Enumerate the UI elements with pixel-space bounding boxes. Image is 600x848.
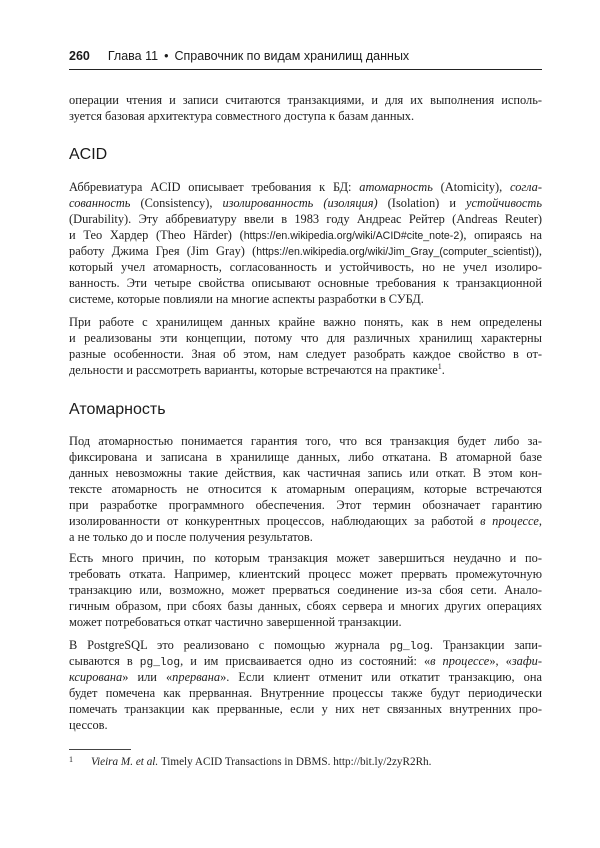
text-line: фиксирована и записана в хранилище данных, либо откатана. В атомарной базе: [69, 450, 542, 464]
section-heading-atomicity: Атомарность: [69, 401, 166, 418]
section-heading-acid: ACID: [69, 146, 108, 163]
text-line: будет помечена как прерванная. Внутренние процессы также будут периодически: [69, 686, 542, 700]
footnote-ref[interactable]: 1: [437, 361, 442, 371]
code-pg-log: pg_log: [139, 657, 181, 669]
text-line: цессов.: [69, 718, 108, 732]
text-line: ксирована» или «прервана». Если клиент отменит или откатит транзакцию, она: [69, 670, 542, 684]
acid-paragraph-1: [69, 179, 542, 307]
atomicity-paragraph-3: [69, 637, 542, 733]
text-line: Аббревиатура ACID описывает требования к БД: атомарность (Atomicity), согла-: [69, 180, 542, 194]
acid-paragraph-2: [69, 314, 542, 378]
text-line: При работе с хранилищем данных крайне важно понять, как в нем определены: [69, 315, 542, 329]
footnote-number: 1: [69, 755, 73, 764]
footnote: [69, 754, 542, 770]
atomicity-paragraph-1: [69, 433, 542, 545]
text-line: В PostgreSQL это реализовано с помощью журнала pg_log. Транзакции запи-: [69, 638, 542, 653]
wiki-jim-gray-link[interactable]: https://en.wikipedia.org/wiki/Jim_Gray_(computer_scientist): [256, 246, 535, 258]
code-pg-log: pg_log: [389, 641, 430, 653]
text-line: разные особенности. Зная об этом, нам следует разобрать каждое свойство в от-: [69, 347, 542, 361]
text-line: который учел атомарность, согласованность и устойчивость, но не учел изолиро-: [69, 260, 542, 274]
header-rule: [69, 69, 542, 70]
running-header: [69, 49, 542, 69]
text-line: системе, которые повлияли на многие аспекты разработки в СУБД.: [69, 292, 424, 306]
text-line: помечать транзакции как прерванные, если у них нет связанных внутренних про-: [69, 702, 542, 716]
text-line: и Тео Хардер (Theo Härder) (https://en.wikipedia.org/wiki/ACID#cite_note-2), опираясь на: [69, 228, 542, 242]
atomicity-paragraph-2: [69, 550, 542, 630]
chapter-label: Глава 11: [107, 49, 159, 63]
text-line: Есть много причин, по которым транзакция может завершиться неудачно и по-: [69, 551, 542, 565]
footnote-text: Timely ACID Transactions in DBMS. http://bit.ly/2zyR2Rh.: [158, 756, 432, 768]
text-line: дельности и рассмотреть варианты, которые встречаются на практике$^1$.: [69, 361, 445, 377]
text-line: сываются в pg_log, и им присваивается одно из состояний: «в процессе», «зафи-: [69, 654, 542, 669]
text-line: требовать отката. Например, клиентский процесс может прервать промежуточную: [69, 567, 542, 581]
text-line: и реализованы эти концепции, потому что для различных хранилищ характерны: [69, 331, 542, 345]
footnote-rule: [69, 749, 131, 750]
text-line: изолированности от конкурентных процессов, наблюдающих за работой в процессе,: [69, 514, 542, 528]
footnote-authors: Vieira M. et al.: [91, 756, 159, 768]
text-line: может потребоваться откат частично завершенной транзакции.: [69, 615, 402, 629]
wiki-acid-link[interactable]: https://en.wikipedia.org/wiki/ACID#cite_note-2: [243, 230, 460, 242]
text-line: работу Джима Грея (Jim Gray) (https://en.wikipedia.org/wiki/Jim_Gray_(computer_scientist)),: [69, 244, 542, 258]
text-line: данных невозможны такие действия, как частичная запись или откат. В этом кон-: [69, 466, 542, 480]
intro-paragraph: [69, 92, 542, 124]
text-line: Под атомарностью понимается гарантия того, что вся транзакция будет либо за-: [69, 434, 542, 448]
running-title: Справочник по видам хранилищ данных: [174, 49, 410, 63]
text-line: ванность. Эти четыре свойства описывают основные требования к транзакционной: [69, 276, 542, 290]
text-line: транзакцию или, возможно, может прерваться соединение из-за сбоя сети. Анало-: [69, 583, 542, 597]
text-line: при разработке программного обеспечения. Этот термин обозначает гарантию: [69, 498, 542, 512]
text-line: гичным образом, при сбоях базы данных, сбоях сервера и многих других операциях: [69, 599, 542, 613]
page-number: 260: [69, 49, 90, 63]
text-line: сованность (Consistency), изолированность (изоляция) (Isolation) и устойчивость: [69, 196, 542, 210]
text-line: тексте атомарность не относится к атомарным операциям, которые встречаются: [69, 482, 542, 496]
text-line: зуется базовая архитектура совместного доступа к базам данных.: [69, 109, 415, 123]
text-line: операции чтения и записи считаются транзакциями, и для их выполнения исполь-: [69, 93, 542, 107]
text-line: а не только до и после получения результатов.: [69, 530, 313, 544]
header-bullet: •: [164, 49, 169, 63]
text-line: (Durability). Эту аббревиатуру ввели в 1983 году Андреас Рейтер (Andreas Reuter): [69, 212, 542, 226]
